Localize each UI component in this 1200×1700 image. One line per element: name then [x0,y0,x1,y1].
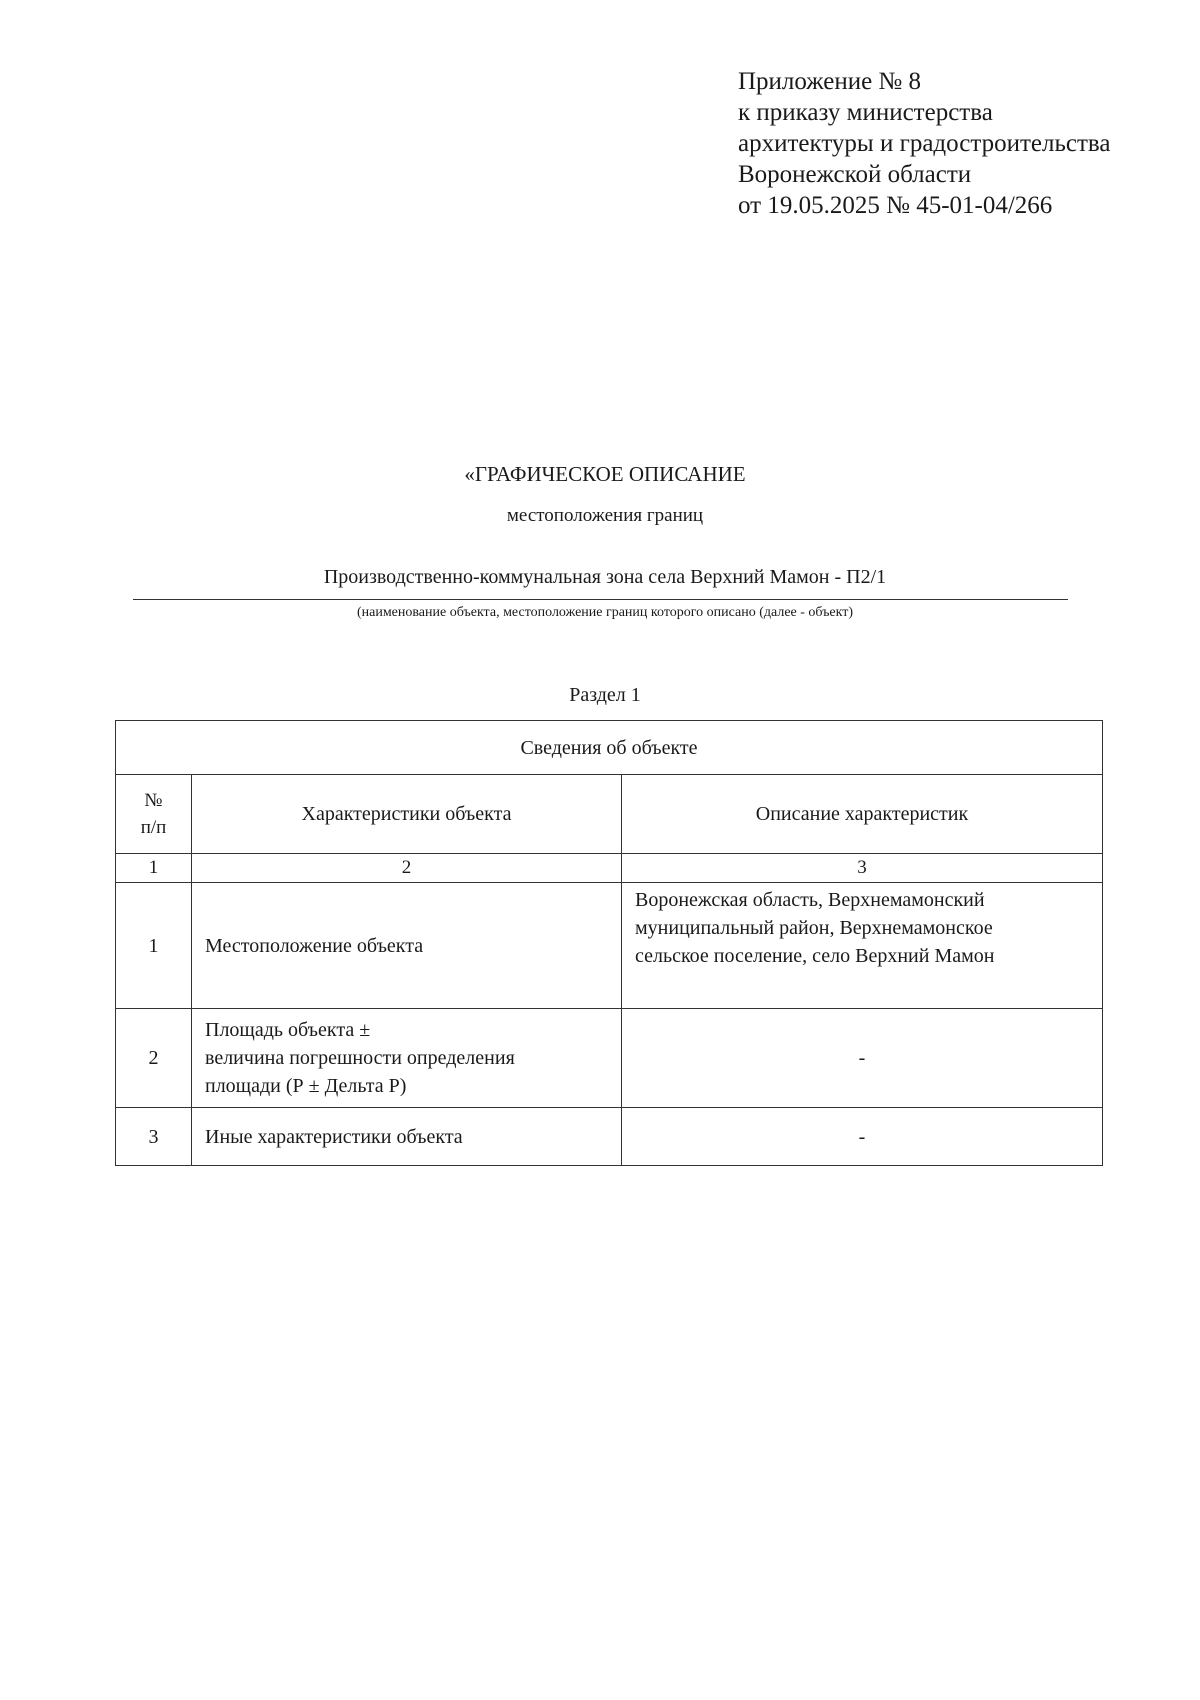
row-num: 3 [116,1108,192,1166]
characteristic-line: Местоположение объекта [205,934,424,957]
characteristic-line: Площадь объекта ± [205,1019,371,1041]
header-num [116,775,192,854]
row-num: 2 [116,1009,192,1108]
row-num: 1 [116,883,192,1009]
row-description [622,1009,1103,1108]
table-row [116,1009,1103,1108]
appendix-line: архитектуры и градостроительства [738,130,1111,157]
header-num-line: № [144,790,163,811]
object-name: Производственно-коммунальная зона села Верхний Мамон - П2/1 [323,566,887,588]
object-caption: (наименование объекта, местоположение границ которого описано (далее - объект) [356,605,854,620]
appendix-line: Воронежской области [738,161,972,188]
object-name-underline [133,599,1068,600]
appendix-line: от 19.05.2025 № 45-01-04/266 [738,192,1053,219]
description-line: Воронежская область, Верхнемамонский [635,889,985,911]
object-info-table [115,720,1103,1166]
header-description: Описание характеристик [622,775,1103,854]
header-characteristic: Характеристики объекта [192,775,622,854]
document-subtitle: местоположения границ [506,505,704,526]
index-cell: 3 [622,854,1103,883]
row-description [622,1108,1103,1166]
description-line: - [858,1047,866,1069]
appendix-line: к приказу министерства [738,99,993,126]
row-characteristic [192,883,622,1009]
table-index-row [116,854,1103,883]
index-cell: 2 [192,854,622,883]
characteristic-line: площади (Р ± Дельта Р) [205,1075,407,1097]
index-cell: 1 [116,854,192,883]
row-characteristic [192,1009,622,1108]
table-row [116,1108,1103,1166]
appendix-line: Приложение № 8 [738,68,922,95]
description-line: сельское поселение, село Верхний Мамон [635,945,995,967]
characteristic-line: Иные характеристики объекта [205,1125,463,1148]
header-num-line: п/п [140,817,167,838]
table-title: Сведения об объекте [116,721,1103,775]
document-title: «ГРАФИЧЕСКОЕ ОПИСАНИЕ [464,462,746,486]
table-row [116,883,1103,1009]
row-description [622,883,1103,1009]
description-line: - [858,1125,866,1148]
table-header-row [116,775,1103,854]
description-line: муниципальный район, Верхнемамонское [635,917,993,939]
table-title-row [116,721,1103,775]
characteristic-line: величина погрешности определения [205,1047,515,1069]
section-title: Раздел 1 [569,684,641,706]
row-characteristic [192,1108,622,1166]
appendix-header [738,66,1110,221]
